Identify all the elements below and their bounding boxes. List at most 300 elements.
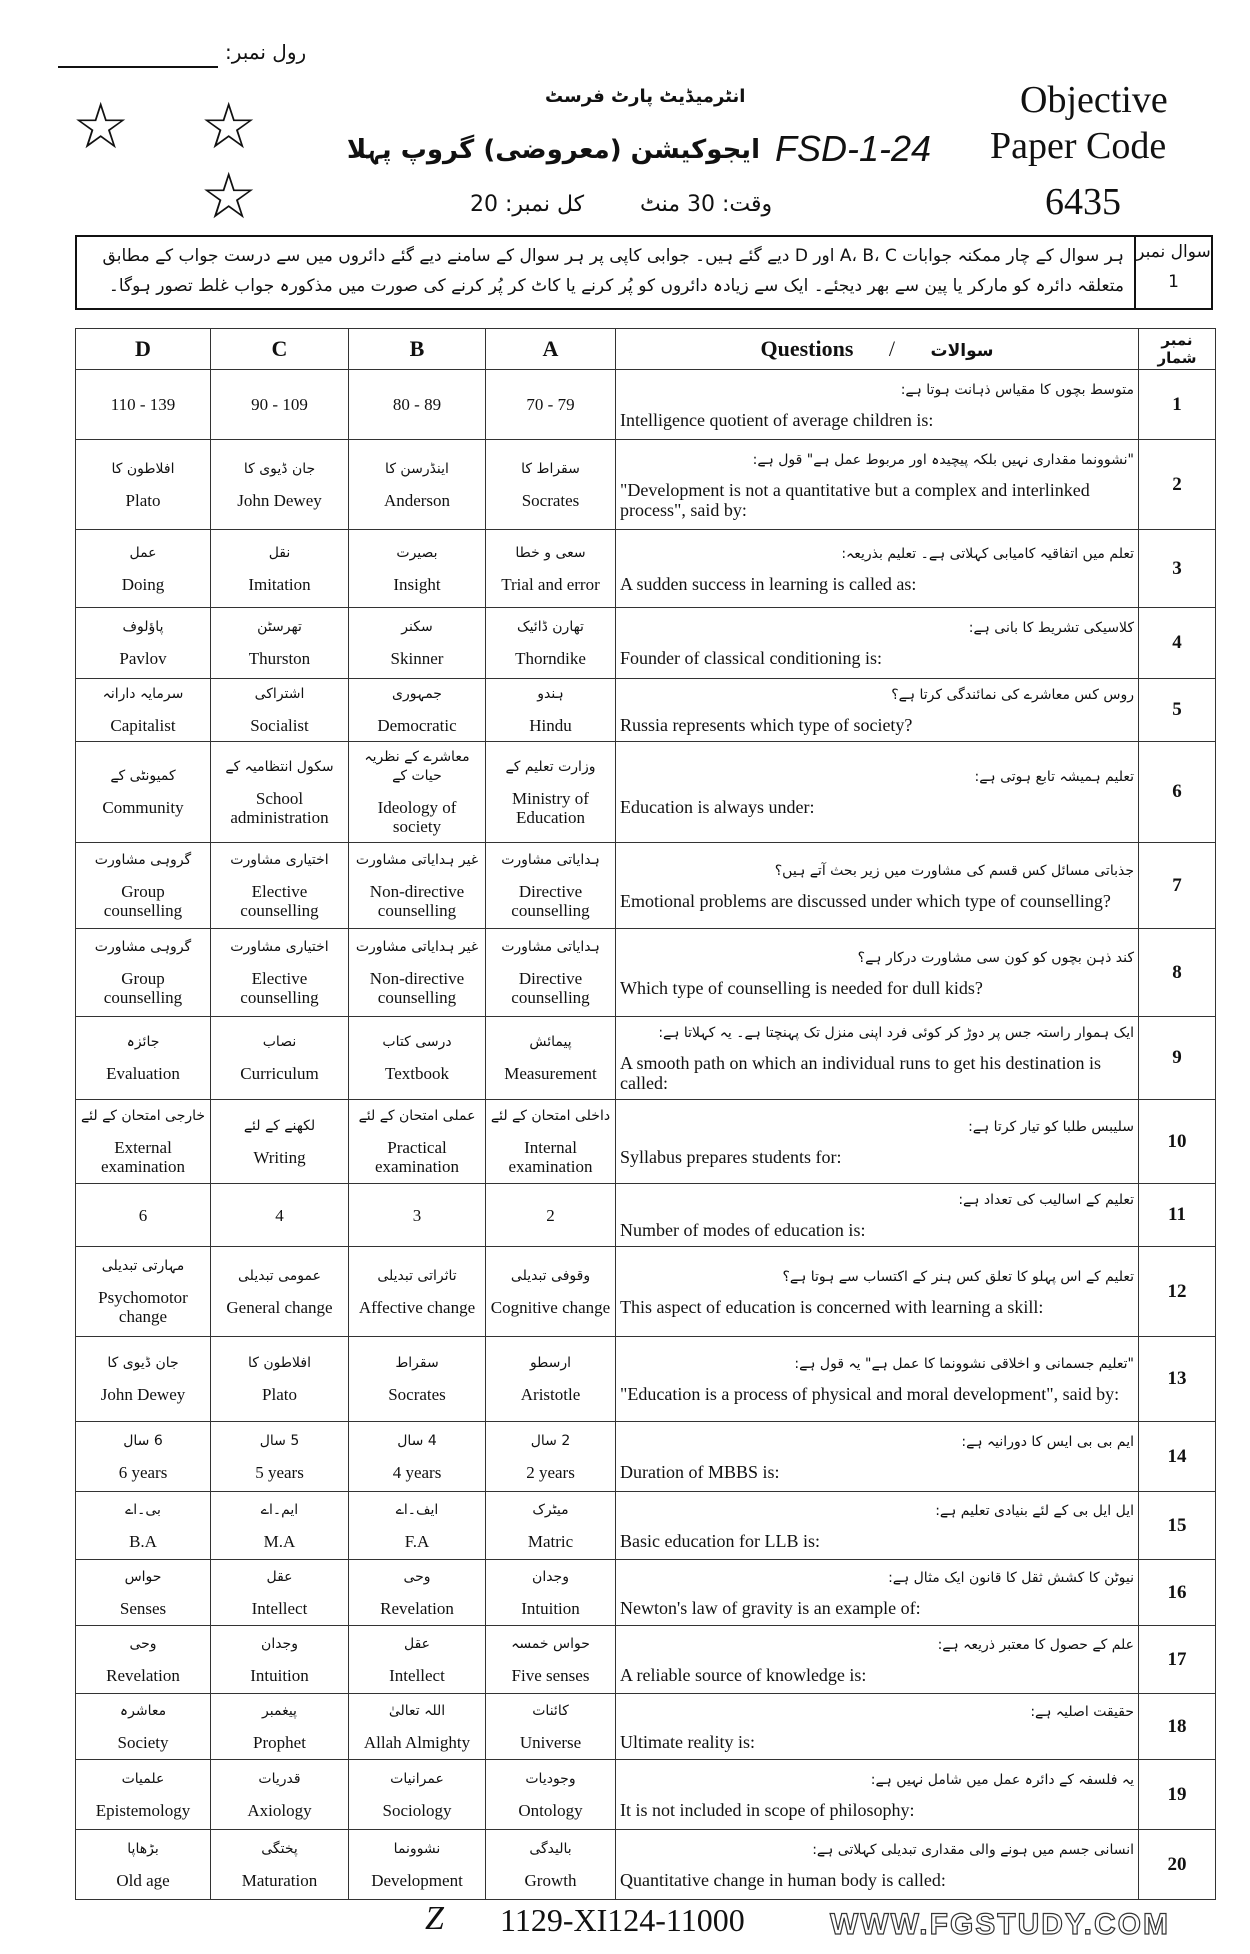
question-number: 1 xyxy=(1168,272,1179,292)
question-cell xyxy=(616,440,1139,530)
option-b-urdu: اینڈرسن کا xyxy=(385,460,449,477)
option-b-urdu: 4 سال xyxy=(397,1432,437,1449)
option-d-urdu: حواس xyxy=(124,1568,162,1585)
option-c xyxy=(211,679,349,742)
header-a: A xyxy=(486,329,616,370)
table-row xyxy=(76,1100,1216,1184)
option-d-english: Group counselling xyxy=(103,882,183,920)
option-a-urdu: سقراط کا xyxy=(521,460,580,477)
option-b xyxy=(349,1492,486,1560)
option-d-urdu: پاؤلوف xyxy=(122,619,164,635)
option-a-english: Universe xyxy=(519,1732,582,1752)
option-c xyxy=(211,1626,349,1694)
option-d-english: 6 xyxy=(138,1205,148,1225)
question-english: A reliable source of knowledge is: xyxy=(620,1664,867,1685)
option-d-urdu: معاشرہ xyxy=(119,1702,167,1719)
question-cell xyxy=(616,1560,1139,1626)
option-c xyxy=(211,1337,349,1422)
option-b-urdu: ایف۔اے xyxy=(395,1501,439,1518)
option-a-urdu: ہدایاتی مشاورت xyxy=(501,939,600,955)
question-urdu: یہ فلسفہ کے دائرہ عمل میں شامل نہیں ہے: xyxy=(870,1771,1134,1788)
header-questions xyxy=(616,329,1139,370)
option-d-urdu: علمیات xyxy=(121,1770,165,1787)
option-b-english: Ideology of society xyxy=(377,798,457,836)
option-a-english: Five senses xyxy=(511,1665,590,1685)
option-c-english: Intuition xyxy=(250,1665,309,1685)
option-d-english: John Dewey xyxy=(100,1385,186,1404)
header-serial: نمبر شمار xyxy=(1139,329,1216,370)
question-cell xyxy=(616,1247,1139,1337)
table-row xyxy=(76,1626,1216,1694)
option-a xyxy=(486,1830,616,1900)
option-a xyxy=(486,1626,616,1694)
option-b-english: Intellect xyxy=(389,1665,445,1685)
question-cell xyxy=(616,1626,1139,1694)
option-d xyxy=(76,1184,211,1247)
option-d-urdu: وحی xyxy=(129,1635,157,1652)
option-a-english: Internal examination xyxy=(508,1138,593,1176)
question-number: 4 xyxy=(1139,608,1216,679)
question-urdu: جذباتی مسائل کس قسم کی مشاورت میں زیر بحث آتے ہیں؟ xyxy=(774,862,1134,879)
option-b-urdu: عقل xyxy=(403,1635,431,1652)
table-row xyxy=(76,929,1216,1017)
option-b-urdu: نشوونما xyxy=(393,1840,441,1857)
option-d xyxy=(76,1830,211,1900)
question-urdu: ایل ایل بی کے لئے بنیادی تعلیم ہے: xyxy=(935,1502,1134,1519)
footer-code: 1129-XI124-11000 xyxy=(500,1902,745,1938)
option-b-english: Allah Almighty xyxy=(363,1732,471,1752)
question-urdu: تعلیم کے اسالیب کی تعداد ہے: xyxy=(958,1192,1134,1208)
question-urdu: کلاسیکی تشریط کا بانی ہے: xyxy=(968,620,1134,636)
option-d-english: Doing xyxy=(121,574,165,594)
question-urdu: "تعلیم جسمانی و اخلاقی نشوونما کا عمل ہے" یہ قول ہے: xyxy=(794,1356,1134,1372)
option-d-english: Evaluation xyxy=(106,1064,180,1083)
question-urdu: ایم بی بی ایس کا دورانیہ ہے: xyxy=(961,1433,1134,1450)
option-c-english: Intellect xyxy=(251,1598,308,1618)
option-a-urdu: حواس خمسہ xyxy=(511,1635,590,1652)
question-number: 7 xyxy=(1139,843,1216,929)
option-d xyxy=(76,1247,211,1337)
option-a xyxy=(486,742,616,843)
mcq-table xyxy=(75,328,1216,1900)
option-b-english: 3 xyxy=(412,1205,422,1225)
question-english: Russia represents which type of society? xyxy=(620,715,913,735)
option-c xyxy=(211,1017,349,1100)
option-c xyxy=(211,843,349,929)
option-b-english: Development xyxy=(371,1870,463,1890)
table-row xyxy=(76,530,1216,608)
star-icon: ☆ xyxy=(200,161,258,232)
option-a xyxy=(486,530,616,608)
table-row xyxy=(76,1017,1216,1100)
question-number: 9 xyxy=(1139,1017,1216,1100)
option-c-urdu: قدریات xyxy=(258,1770,301,1787)
option-a xyxy=(486,1760,616,1830)
option-c xyxy=(211,1560,349,1626)
option-a xyxy=(486,1492,616,1560)
option-d xyxy=(76,1560,211,1626)
option-a-english: Thorndike xyxy=(515,649,586,668)
question-cell xyxy=(616,370,1139,440)
option-a xyxy=(486,1694,616,1760)
header-c: C xyxy=(211,329,349,370)
question-english: Duration of MBBS is: xyxy=(620,1461,780,1482)
table-row xyxy=(76,1337,1216,1422)
option-c-english: 4 xyxy=(275,1205,284,1225)
option-d-english: Group counselling xyxy=(103,969,183,1007)
question-number: 10 xyxy=(1139,1100,1216,1184)
option-c-urdu: نقل xyxy=(268,544,291,561)
question-urdu: نیوٹن کا کشش ثقل کا قانون ایک مثال ہے: xyxy=(888,1569,1134,1586)
question-urdu: سلیبس طلبا کو تیار کرتا ہے: xyxy=(968,1118,1134,1135)
table-row xyxy=(76,742,1216,843)
option-d-english: Psychomotor change xyxy=(98,1288,188,1326)
header-questions-ur: سوالات xyxy=(930,341,994,361)
option-d xyxy=(76,530,211,608)
table-row xyxy=(76,1830,1216,1900)
instructions-text: ہر سوال کے چار ممکنہ جوابات A، B، C اور D دیے گئے ہیں۔ جوابی کاپی پر ہر سوال کے سامنے دیے گئے دائروں میں سے درست جواب کے مطابق متعلقہ دائرہ کو مارکر یا پین سے بھر دیجئے۔ ایک سے زیادہ دائروں کو پُر کرنے یا کاٹ کر پُر کرنے کی صورت میں مذکورہ جواب غلط تصور ہوگا۔ xyxy=(102,246,1124,296)
footer-mark: Z xyxy=(425,1900,444,1937)
table-header-row xyxy=(76,329,1216,370)
option-d-english: Revelation xyxy=(106,1665,180,1685)
option-a-english: Cognitive change xyxy=(490,1297,611,1317)
option-c-urdu: عمومی تبدیلی xyxy=(238,1267,321,1284)
roll-number-line xyxy=(58,66,218,68)
option-d xyxy=(76,440,211,530)
option-b xyxy=(349,1337,486,1422)
table-row xyxy=(76,1694,1216,1760)
option-c-urdu: اختیاری مشاورت xyxy=(230,852,329,868)
option-d-urdu: مہارتی تبدیلی xyxy=(101,1258,185,1274)
level-title: انٹرمیڈیٹ پارٹ فرسٹ xyxy=(545,86,746,107)
option-a xyxy=(486,1422,616,1492)
table-row xyxy=(76,1422,1216,1492)
option-b xyxy=(349,370,486,440)
option-b xyxy=(349,1017,486,1100)
option-d xyxy=(76,1760,211,1830)
question-number: 19 xyxy=(1139,1760,1216,1830)
option-b-english: Revelation xyxy=(380,1598,454,1618)
question-number: 2 xyxy=(1139,440,1216,530)
option-d-english: 110 - 139 xyxy=(110,395,176,414)
option-b-english: Socrates xyxy=(388,1385,446,1404)
option-b xyxy=(349,679,486,742)
option-b-english: Non-directive counselling xyxy=(369,969,465,1007)
question-cell xyxy=(616,1694,1139,1760)
question-english: A sudden success in learning is called as: xyxy=(620,573,917,594)
option-c-urdu: عقل xyxy=(266,1568,293,1585)
option-a-english: Ministry of Education xyxy=(512,788,589,827)
option-d-english: B.A xyxy=(129,1531,157,1551)
option-c-english: Prophet xyxy=(253,1732,306,1752)
question-urdu: تعلیم ہمیشہ تابع ہوتی ہے: xyxy=(974,769,1134,785)
option-d-urdu: بڑھاپا xyxy=(127,1840,159,1857)
option-d-english: Capitalist xyxy=(110,716,176,735)
star-icon: ☆ xyxy=(200,91,258,162)
question-cell xyxy=(616,1184,1139,1247)
option-c-english: Plato xyxy=(262,1385,297,1404)
option-d xyxy=(76,679,211,742)
option-b-english: Democratic xyxy=(377,716,457,735)
option-a xyxy=(486,1100,616,1184)
question-english: Syllabus prepares students for: xyxy=(620,1146,842,1167)
option-a-english: Socrates xyxy=(521,490,580,510)
option-c-urdu: اشتراکی xyxy=(254,686,305,702)
option-a xyxy=(486,370,616,440)
option-d-urdu: کمیونٹی کے xyxy=(110,768,176,784)
option-b-urdu: تاثراتی تبدیلی xyxy=(377,1267,457,1284)
handwritten-code: FSD-1-24 xyxy=(775,128,932,169)
option-c xyxy=(211,1694,349,1760)
option-c xyxy=(211,929,349,1017)
option-b xyxy=(349,1100,486,1184)
option-a xyxy=(486,1017,616,1100)
option-b xyxy=(349,1626,486,1694)
question-urdu: کند ذہن بچوں کو کون سی مشاورت درکار ہے؟ xyxy=(857,949,1134,966)
question-urdu: حقیقت اصلیہ ہے: xyxy=(1030,1703,1134,1720)
option-c-english: Maturation xyxy=(241,1870,318,1890)
option-c xyxy=(211,1422,349,1492)
question-english: This aspect of education is concerned with learning a skill: xyxy=(620,1296,1044,1317)
option-c-urdu: پختگی xyxy=(261,1840,298,1857)
option-a-urdu: میٹرک xyxy=(532,1501,569,1518)
option-b-urdu: عمرانیات xyxy=(390,1770,444,1787)
question-number-box xyxy=(1134,237,1211,308)
question-cell xyxy=(616,1760,1139,1830)
option-a-english: Trial and error xyxy=(501,574,600,594)
question-english: Number of modes of education is: xyxy=(620,1220,866,1240)
option-b-urdu: معاشرے کے نظریہ حیات کے xyxy=(364,749,470,784)
option-c-english: Axiology xyxy=(247,1800,312,1820)
option-d-urdu: عمل xyxy=(129,544,157,561)
header-b: B xyxy=(349,329,486,370)
option-a-english: Directive counselling xyxy=(511,882,590,920)
option-a-urdu: وجودیات xyxy=(525,1770,576,1787)
option-c xyxy=(211,1760,349,1830)
question-english: A smooth path on which an individual runs to get his destination is called: xyxy=(620,1053,1101,1093)
option-a-urdu: داخلی امتحان کے لئے xyxy=(490,1108,611,1124)
question-urdu: تعلم میں اتفاقیہ کامیابی کہلاتی ہے۔ تعلیم بذریعہ: xyxy=(841,545,1134,562)
option-b-english: Sociology xyxy=(382,1800,452,1820)
option-b xyxy=(349,1247,486,1337)
question-cell xyxy=(616,1830,1139,1900)
option-b-english: Non-directive counselling xyxy=(369,882,465,920)
option-c xyxy=(211,1247,349,1337)
question-number: 1 xyxy=(1139,370,1216,440)
option-a-english: Aristotle xyxy=(520,1385,581,1404)
header-questions-en: Questions xyxy=(760,336,854,361)
question-urdu: "نشوونما مقداری نہیں بلکہ پیچیدہ اور مربوط عمل ہے" قول ہے: xyxy=(752,451,1134,468)
question-cell xyxy=(616,843,1139,929)
option-a xyxy=(486,608,616,679)
subject-title: ایجوکیشن (معروضی) گروپ پہلا xyxy=(346,135,760,165)
table-row xyxy=(76,1247,1216,1337)
option-d-english: Community xyxy=(102,798,184,817)
question-cell xyxy=(616,1017,1139,1100)
option-b-urdu: وحی xyxy=(403,1568,431,1585)
option-b xyxy=(349,440,486,530)
option-a-english: Hindu xyxy=(529,716,572,735)
option-b xyxy=(349,1694,486,1760)
option-b xyxy=(349,1184,486,1247)
option-d xyxy=(76,1626,211,1694)
option-c-english: Imitation xyxy=(248,574,311,594)
option-c xyxy=(211,608,349,679)
option-b-english: F.A xyxy=(404,1531,430,1551)
option-a-english: 70 - 79 xyxy=(526,395,575,414)
option-d-urdu: بی۔اے xyxy=(125,1501,161,1518)
option-c xyxy=(211,742,349,843)
option-a-english: Intuition xyxy=(521,1598,580,1618)
option-a xyxy=(486,1560,616,1626)
option-c-english: General change xyxy=(226,1297,333,1317)
option-b xyxy=(349,843,486,929)
objective-label: Objective xyxy=(1020,79,1168,121)
question-urdu: تعلیم کے اس پہلو کا تعلق کس ہنر کے اکتساب سے ہوتا ہے؟ xyxy=(782,1268,1134,1285)
option-a xyxy=(486,929,616,1017)
question-english: It is not included in scope of philosophy: xyxy=(620,1799,915,1820)
option-b-english: 4 years xyxy=(392,1462,442,1482)
table-row xyxy=(76,440,1216,530)
option-b-english: 80 - 89 xyxy=(392,395,442,414)
question-english: Intelligence quotient of average children is: xyxy=(620,409,934,430)
option-b-urdu: جمہوری xyxy=(392,686,442,702)
question-cell xyxy=(616,1337,1139,1422)
option-d xyxy=(76,1694,211,1760)
question-cell xyxy=(616,679,1139,742)
option-d xyxy=(76,1017,211,1100)
option-c-urdu: جان ڈیوی کا xyxy=(243,460,316,477)
question-number: 6 xyxy=(1139,742,1216,843)
option-d-english: Plato xyxy=(125,490,161,510)
question-number: 11 xyxy=(1139,1184,1216,1247)
option-d-urdu: افلاطون کا xyxy=(111,460,175,477)
star-icon: ☆ xyxy=(72,91,130,162)
option-c xyxy=(211,440,349,530)
option-b xyxy=(349,608,486,679)
option-d-english: Pavlov xyxy=(119,649,167,668)
option-a-urdu: ہدایاتی مشاورت xyxy=(501,852,600,868)
option-c-english: John Dewey xyxy=(237,490,322,510)
option-c xyxy=(211,370,349,440)
question-number: 18 xyxy=(1139,1694,1216,1760)
option-a-english: Directive counselling xyxy=(511,969,590,1007)
option-a xyxy=(486,843,616,929)
header-d: D xyxy=(76,329,211,370)
option-a-english: Growth xyxy=(524,1870,577,1890)
option-a xyxy=(486,1247,616,1337)
question-cell xyxy=(616,530,1139,608)
table-row xyxy=(76,843,1216,929)
option-a-urdu: 2 سال xyxy=(530,1432,571,1449)
option-a-urdu: وجدان xyxy=(532,1568,569,1585)
option-a-english: Measurement xyxy=(504,1064,597,1083)
option-a-urdu: ہندو xyxy=(537,686,564,702)
question-number: 12 xyxy=(1139,1247,1216,1337)
option-b-urdu: درسی کتاب xyxy=(382,1034,452,1050)
option-b-urdu: غیر ہدایاتی مشاورت xyxy=(355,939,479,955)
option-c xyxy=(211,1830,349,1900)
option-d xyxy=(76,1492,211,1560)
option-a xyxy=(486,679,616,742)
option-c-urdu: نصاب xyxy=(262,1034,297,1050)
option-b xyxy=(349,530,486,608)
question-number: 15 xyxy=(1139,1492,1216,1560)
option-c xyxy=(211,1492,349,1560)
option-a-english: 2 years xyxy=(526,1462,575,1482)
paper-code-label: Paper Code xyxy=(990,125,1167,167)
option-c-urdu: ایم۔اے xyxy=(260,1501,299,1518)
time-allowed: وقت: 30 منٹ xyxy=(640,192,773,217)
option-d xyxy=(76,370,211,440)
option-d-urdu: سرمایہ دارانہ xyxy=(102,686,184,702)
option-b-urdu: سکنر xyxy=(401,619,433,635)
question-number-label: سوال نمبر xyxy=(1136,242,1211,262)
option-a-urdu: وزارت تعلیم کے xyxy=(505,758,596,775)
option-b-urdu: اللہ تعالیٰ xyxy=(388,1702,446,1719)
question-english: "Development is not a quantitative but a complex and interlinked process", said by: xyxy=(620,479,1090,520)
roll-number-label: رول نمبر: xyxy=(225,40,307,64)
option-a-urdu: ارسطو xyxy=(529,1355,572,1371)
option-c-english: 5 years xyxy=(255,1462,304,1482)
option-c-urdu: اختیاری مشاورت xyxy=(230,939,329,955)
option-c-english: Curriculum xyxy=(240,1064,319,1083)
question-number: 14 xyxy=(1139,1422,1216,1492)
option-d xyxy=(76,929,211,1017)
question-english: Basic education for LLB is: xyxy=(620,1530,820,1551)
option-d-english: Old age xyxy=(116,1870,170,1890)
option-d-english: 6 years xyxy=(118,1462,168,1482)
header-slash: / xyxy=(888,336,896,361)
question-english: Ultimate reality is: xyxy=(620,1731,755,1752)
total-marks: کل نمبر: 20 xyxy=(470,192,585,217)
option-b-urdu: بصیرت xyxy=(396,544,438,561)
paper-code: 6435 xyxy=(1045,181,1121,223)
option-b xyxy=(349,929,486,1017)
table-row xyxy=(76,1760,1216,1830)
option-c-english: Elective counselling xyxy=(240,882,319,920)
option-b xyxy=(349,1560,486,1626)
question-english: Which type of counselling is needed for dull kids? xyxy=(620,977,983,998)
question-number: 5 xyxy=(1139,679,1216,742)
option-c-urdu: وجدان xyxy=(261,1635,298,1652)
option-d-english: Epistemology xyxy=(95,1800,191,1820)
table-row xyxy=(76,679,1216,742)
option-b-english: Practical examination xyxy=(374,1138,460,1176)
option-d-english: Society xyxy=(117,1732,169,1752)
option-d-english: External examination xyxy=(100,1138,186,1176)
question-cell xyxy=(616,1422,1139,1492)
table-row xyxy=(76,370,1216,440)
question-number: 16 xyxy=(1139,1560,1216,1626)
question-urdu: ایک ہموار راستہ جس پر دوڑ کر کوئی فرد اپنی منزل تک پہنچتا ہے۔ یہ کہلاتا ہے: xyxy=(658,1025,1134,1041)
option-c-urdu: 5 سال xyxy=(259,1432,300,1449)
option-c xyxy=(211,530,349,608)
option-c-urdu: پیغمبر xyxy=(262,1702,297,1719)
option-c-urdu: لکھنے کے لئے xyxy=(243,1117,316,1134)
option-b xyxy=(349,1760,486,1830)
question-urdu: علم کے حصول کا معتبر ذریعہ ہے: xyxy=(937,1636,1134,1653)
watermark: WWW.FGSTUDY.COM xyxy=(830,1908,1170,1941)
option-d xyxy=(76,843,211,929)
option-c-english: Writing xyxy=(253,1147,306,1167)
option-b-english: Anderson xyxy=(383,490,451,510)
option-a-urdu: کائنات xyxy=(532,1702,569,1719)
option-b-english: Insight xyxy=(393,574,441,594)
table-row xyxy=(76,1492,1216,1560)
option-b-urdu: عملی امتحان کے لئے xyxy=(358,1108,476,1124)
option-d xyxy=(76,1337,211,1422)
